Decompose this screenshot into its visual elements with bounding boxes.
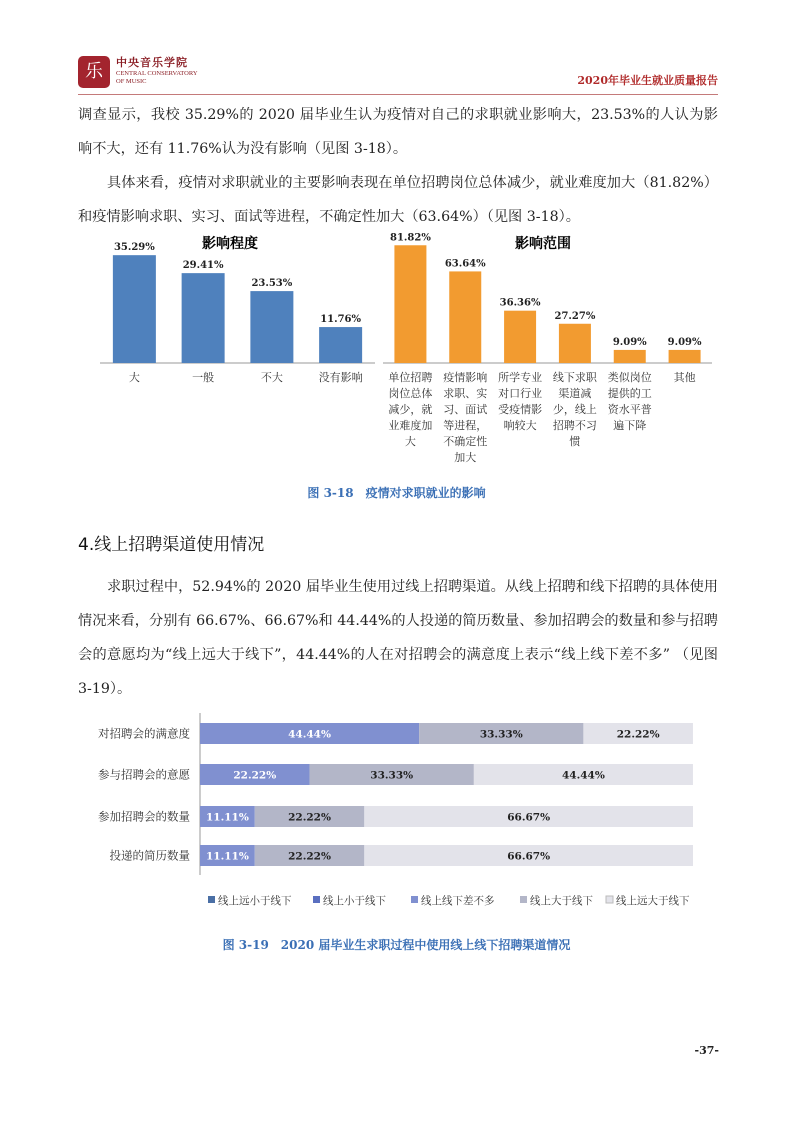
category-label: 线下求职渠道减少，线上招聘不习惯 <box>552 371 597 448</box>
logo-english-name <box>116 70 198 85</box>
category-label: 不大 <box>260 371 283 384</box>
category-label: 一般 <box>192 371 215 384</box>
bar <box>182 273 225 363</box>
legend-label: 线上大于线下 <box>530 895 593 907</box>
category-label: 其他 <box>673 371 696 384</box>
bar <box>449 271 481 363</box>
data-label: 11.76% <box>320 314 362 326</box>
data-label: 81.82% <box>390 232 431 244</box>
data-label: 44.44% <box>561 769 605 782</box>
data-label: 22.22% <box>288 850 331 863</box>
category-label: 没有影响 <box>318 371 363 384</box>
legend-label: 线上远小于线下 <box>218 895 292 907</box>
header-divider <box>78 94 718 95</box>
paragraph-impact-degree: 调查显示，我校 35.29%的 2020 届毕业生认为疫情对自己的求职就业影响大，23.53%的人认为影响不大，还有 11.76%认为没有影响（见图 3-18）。 <box>78 107 718 157</box>
figure-3-18-charts <box>0 228 793 468</box>
figure-3-18-caption: 图 3-18 疫情对求职就业的影响 <box>307 486 486 500</box>
section-title: 4.线上招聘渠道使用情况 <box>78 535 265 555</box>
data-label: 33.33% <box>370 769 414 782</box>
bar <box>559 324 591 363</box>
page-number: -37- <box>694 1044 719 1057</box>
bar <box>614 350 646 363</box>
page-header <box>78 52 718 96</box>
legend-swatch <box>411 896 418 903</box>
category-label: 对招聘会的满意度 <box>98 726 190 741</box>
bar <box>394 245 426 363</box>
data-label: 63.64% <box>444 258 486 270</box>
legend-swatch <box>606 896 613 903</box>
legend-swatch <box>520 896 527 903</box>
logo-english-line: CENTRAL CONSERVATORY <box>116 70 198 77</box>
bar <box>113 255 156 363</box>
conservatory-logo-icon: 乐 <box>78 56 110 88</box>
chart-title: 影响范围 <box>515 236 571 252</box>
data-label: 66.67% <box>507 811 551 824</box>
data-label: 22.22% <box>288 811 331 824</box>
legend-label: 线上线下差不多 <box>421 895 495 907</box>
category-label: 类似岗位提供的工资水平普遍下降 <box>607 371 652 432</box>
data-label: 22.22% <box>233 769 277 782</box>
data-label: 11.11% <box>205 811 249 824</box>
category-label: 投递的简历数量 <box>109 848 190 863</box>
data-label: 27.27% <box>554 310 596 322</box>
category-label: 单位招聘岗位总体减少，就业难度加大 <box>388 371 433 448</box>
data-label: 44.44% <box>288 728 331 741</box>
legend-swatch <box>208 896 215 903</box>
legend-label: 线上小于线下 <box>323 895 386 907</box>
category-label: 参与招聘会的意愿 <box>98 767 190 782</box>
data-label: 29.41% <box>182 260 224 272</box>
bar <box>669 350 701 363</box>
figure-3-19-chart <box>0 705 793 925</box>
data-label: 33.33% <box>479 728 523 741</box>
paragraph-impact-scope: 具体来看，疫情对求职就业的主要影响表现在单位招聘岗位总体减少，就业难度加大（81.82%）和疫情影响求职、实习、面试等进程，不确定性加大（63.64%）（见图 3-18）。 <box>78 175 718 225</box>
report-title: 2020年毕业生就业质量报告 <box>577 74 718 87</box>
category-label: 参加招聘会的数量 <box>98 809 190 824</box>
logo-english-line: OF MUSIC <box>116 77 147 85</box>
data-label: 66.67% <box>507 850 551 863</box>
figure-3-19-caption: 图 3-19 2020 届毕业生求职过程中使用线上线下招聘渠道情况 <box>222 938 571 952</box>
category-label: 疫情影响求职、实习、面试等进程，不确定性加大 <box>443 371 488 464</box>
logo-chinese-name: 中央音乐学院 <box>116 56 188 69</box>
paragraph-online-channels: 求职过程中，52.94%的 2020 届毕业生使用过线上招聘渠道。从线上招聘和线下招聘的具体使用情况来看，分别有 66.67%、66.67%和 44.44%的人投递的简历数量、参加招聘会的数量和参与招聘会的意愿均为“线上远大于线下”，44.44%的人在对招聘会的满意度上表示“线上线下差不多” （见图 3-19）。 <box>78 579 718 697</box>
data-label: 23.53% <box>251 278 293 290</box>
bar <box>319 327 362 363</box>
bar <box>504 311 536 363</box>
data-label: 36.36% <box>499 297 541 309</box>
data-label: 11.11% <box>205 850 249 863</box>
legend-label: 线上远大于线下 <box>616 895 690 907</box>
chart-title: 影响程度 <box>202 236 258 252</box>
data-label: 9.09% <box>612 336 647 348</box>
category-label: 所学专业对口行业受疫情影响较大 <box>498 371 543 432</box>
legend-swatch <box>313 896 320 903</box>
bar <box>250 291 293 363</box>
category-label: 大 <box>128 371 140 384</box>
data-label: 22.22% <box>616 728 660 741</box>
data-label: 35.29% <box>113 242 155 254</box>
data-label: 9.09% <box>667 336 702 348</box>
